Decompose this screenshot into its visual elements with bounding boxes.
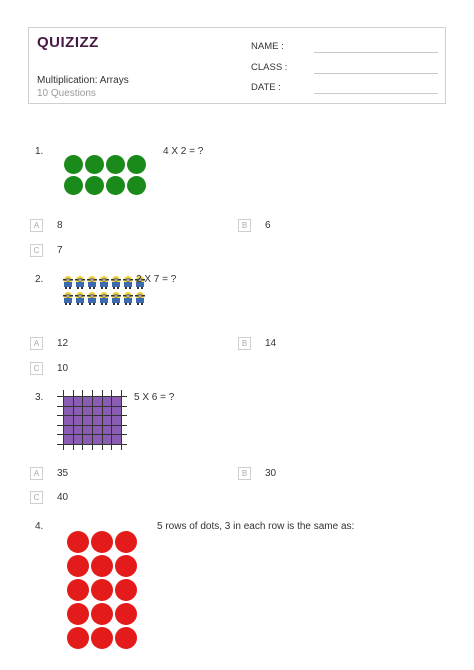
red-dot [91,603,113,625]
question-2-text: 2 X 7 = ? [136,274,177,285]
red-dot [91,555,113,577]
red-dot [91,531,113,553]
question-1-option-a-value: 8 [57,220,63,231]
question-3-option-a-letter[interactable]: A [30,467,43,480]
minion-icon [75,292,85,305]
minion-icon [63,276,73,289]
question-3-option-b-value: 30 [265,468,277,479]
question-1-option-c-letter[interactable]: C [30,244,43,257]
class-label: CLASS : [251,62,288,73]
green-dot [106,155,125,174]
question-2-option-b-value: 14 [265,338,277,349]
red-dot [115,579,137,601]
grid-line-horizontal [57,396,127,397]
question-1-option-b-value: 6 [265,220,271,231]
question-1-number: 1. [35,146,44,157]
green-dot [127,176,146,195]
minion-icon [87,276,97,289]
grid-line-vertical [111,390,112,450]
green-dot [85,176,104,195]
green-dot [64,155,83,174]
minion-icon [87,292,97,305]
question-1-option-b-letter[interactable]: B [238,219,251,232]
question-3-option-c-value: 40 [57,492,69,503]
worksheet-header [28,27,446,104]
grid-line-vertical [63,390,64,450]
minion-icon [123,276,133,289]
grid-line-vertical [102,390,103,450]
red-dot [67,555,89,577]
green-dot [64,176,83,195]
worksheet-title: Multiplication: Arrays [37,75,129,86]
red-dot [115,555,137,577]
grid-line-vertical [73,390,74,450]
red-dot [115,603,137,625]
worksheet-subtitle: 10 Questions [37,88,96,99]
red-dot [67,603,89,625]
minion-icon [135,292,145,305]
name-field[interactable] [314,52,438,53]
red-dot [115,627,137,649]
red-dot [67,531,89,553]
question-3-text: 5 X 6 = ? [134,392,175,403]
question-3-number: 3. [35,392,44,403]
question-1-option-a-letter[interactable]: A [30,219,43,232]
question-1-option-c-value: 7 [57,245,63,256]
minion-icon [123,292,133,305]
red-dot [115,531,137,553]
red-dot [67,579,89,601]
name-label: NAME : [251,41,284,52]
grid-line-horizontal [57,444,127,445]
green-dot [127,155,146,174]
red-dot [91,579,113,601]
question-4-text: 5 rows of dots, 3 in each row is the same as: [157,521,355,532]
green-dot [106,176,125,195]
quizizz-logo: QUIZIZZ [37,34,99,51]
grid-line-horizontal [57,415,127,416]
question-2-option-a-letter[interactable]: A [30,337,43,350]
grid-line-horizontal [57,406,127,407]
minion-icon [63,292,73,305]
minion-icon [111,292,121,305]
grid-line-horizontal [57,434,127,435]
minion-icon [111,276,121,289]
grid-line-vertical [121,390,122,450]
grid-line-vertical [92,390,93,450]
question-2-option-c-letter[interactable]: C [30,362,43,375]
question-2-option-c-value: 10 [57,363,69,374]
question-2-option-b-letter[interactable]: B [238,337,251,350]
minion-icon [99,276,109,289]
class-field[interactable] [314,73,438,74]
date-field[interactable] [314,93,438,94]
question-2-number: 2. [35,274,44,285]
minion-icon [75,276,85,289]
grid-line-vertical [82,390,83,450]
red-dot [67,627,89,649]
green-dot [85,155,104,174]
question-3-option-a-value: 35 [57,468,69,479]
date-label: DATE : [251,82,281,93]
question-4-number: 4. [35,521,44,532]
question-3-option-c-letter[interactable]: C [30,491,43,504]
minion-icon [99,292,109,305]
question-1-text: 4 X 2 = ? [163,146,204,157]
question-3-option-b-letter[interactable]: B [238,467,251,480]
red-dot [91,627,113,649]
question-2-option-a-value: 12 [57,338,69,349]
grid-line-horizontal [57,425,127,426]
